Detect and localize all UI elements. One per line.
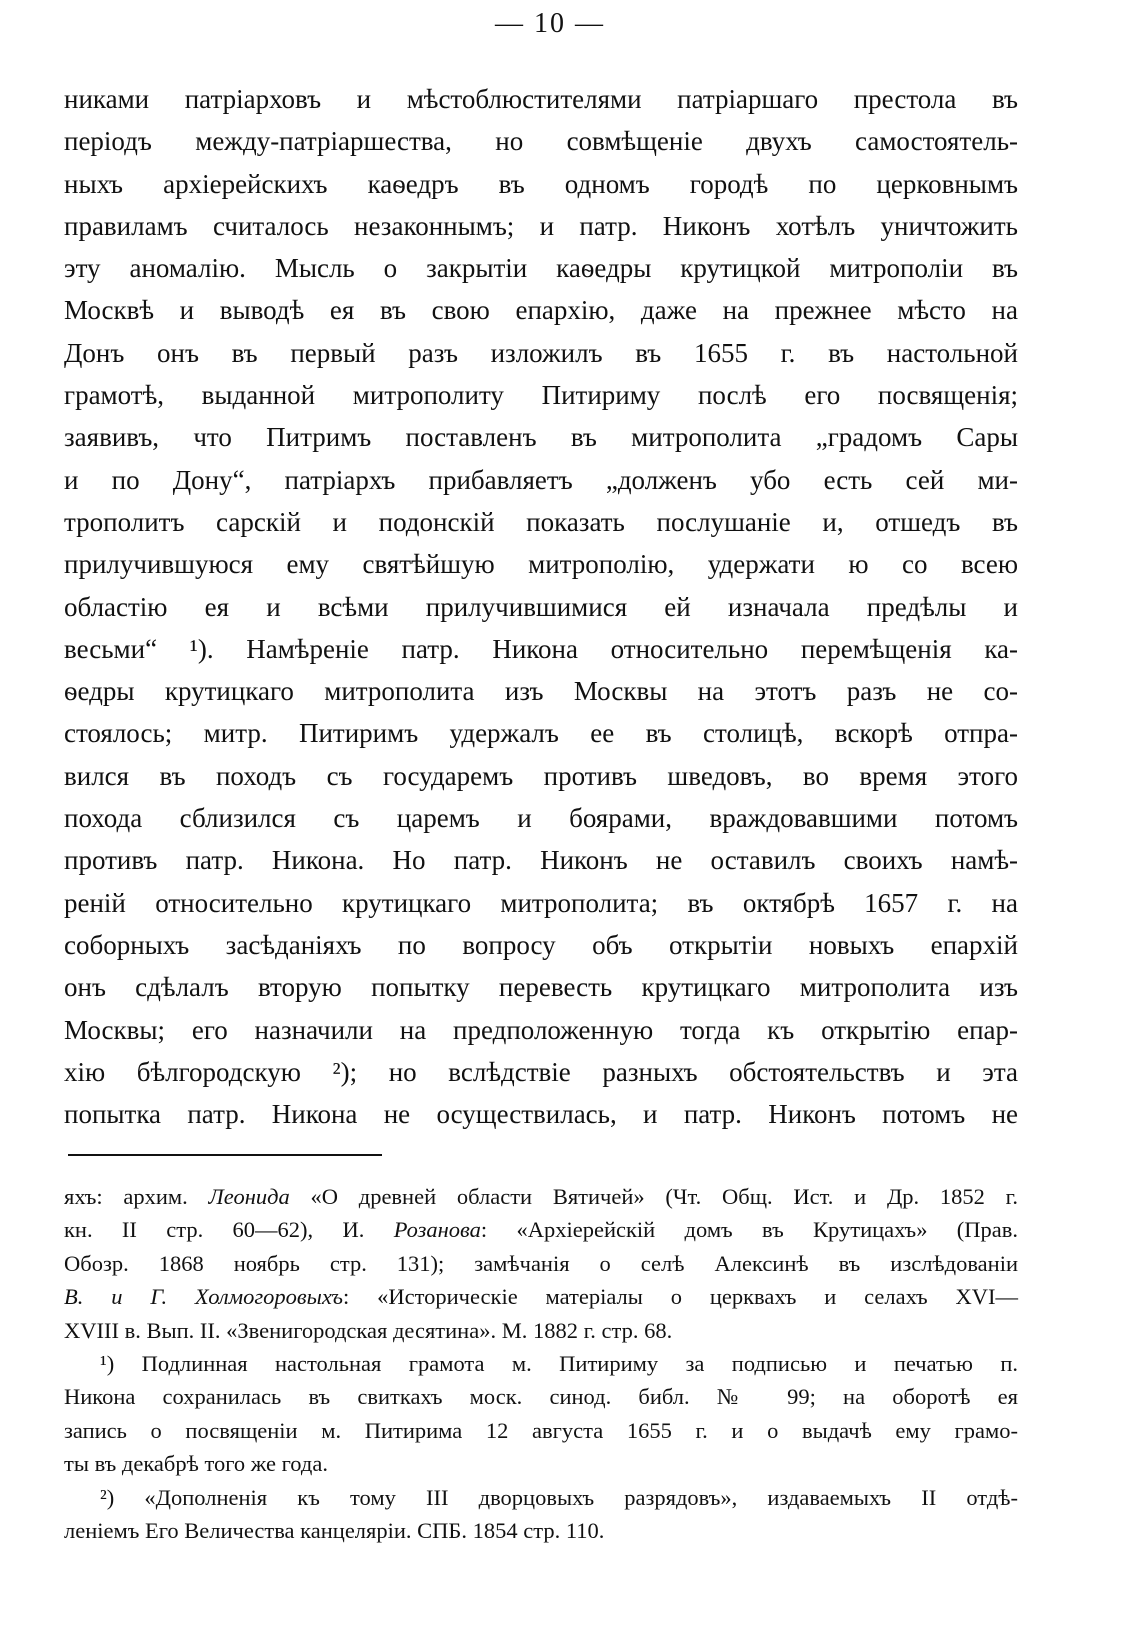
text-line [64,966,1018,1008]
footnote-italic-segment: Розанова [393,1217,481,1243]
footnote-segment: леніемъ Его Величества канцеляріи. СПБ. 1854 стр. 110. [64,1517,605,1543]
footnote-italic-segment: Леонида [208,1184,290,1209]
text-segment: заявивъ, что Питримъ поставленъ въ митрополита „градомъ Сары [64,422,1018,453]
text-segment: трополитъ сарскій и подонскій показать послушаніе и, отшедъ въ [64,506,1018,537]
text-segment: Москвѣ и выводѣ ея въ свою епархію, даже на прежнее мѣсто на [64,295,1018,326]
text-segment: Москвы; его назначили на предположенную тогда къ открытію епар- [64,1014,1018,1045]
text-segment: областію ея и всѣми прилучившимися ей изначала предѣлы и [64,591,1018,622]
text-line [64,501,1018,543]
text-line [64,289,1018,331]
page-number: — 10 — [495,8,605,39]
text-segment: прилучившуюся ему святѣйшую митрополію, удержати ю со всею [64,549,1018,580]
text-line [64,755,1018,797]
text-line [64,1051,1018,1093]
text-segment: соборныхъ засѣданіяхъ по вопросу объ открытіи новыхъ епархій [64,929,1018,960]
text-segment: похода сблизился съ царемъ и боярами, враждовавшими потомъ [64,803,1018,834]
text-segment: онъ сдѣлалъ вторую попытку перевесть крутицкаго митрополита изъ [64,972,1018,1003]
footnote-segment: запись о посвященіи м. Питирима 12 августа 1655 г. и о выдачѣ ему грамо- [64,1417,1018,1443]
text-line [64,332,1018,374]
footnote-line [64,1481,1018,1514]
footnote-line [64,1280,1018,1313]
footnote-italic-segment: В. и Г. Холмогоровыхъ [64,1284,343,1310]
text-line [64,78,1018,120]
footnote-line [64,1414,1018,1447]
text-line [64,839,1018,881]
footnote-segment: «О древней области Вятичей» (Чт. Общ. Ист. и Др. 1852 г. [289,1184,1018,1209]
text-line [64,712,1018,754]
text-line [64,205,1018,247]
footnote-line [64,1247,1018,1280]
text-line [64,1009,1018,1051]
text-line [64,670,1018,712]
text-segment: попытка патр. Никона не осуществилась, и патр. Никонъ потомъ не [64,1099,1018,1130]
footnote-segment: : «Архіерейскій домъ въ Крутицахъ» (Прав. [480,1217,1019,1243]
text-segment: и по Дону“, патріархъ прибавляетъ „долженъ убо есть сей ми- [64,464,1018,495]
footnote-segment: ¹) Подлинная настольная грамота м. Питириму за подписью и печатью п. [100,1350,1018,1376]
footnote-segment: Никона сохранилась въ свиткахъ моск. синод. библ. № 99; на оборотѣ ея [64,1384,1018,1410]
text-segment: періодъ между-патріаршества, но совмѣщеніе двухъ самостоятель- [64,126,1018,157]
text-segment: стоялось; митр. Питиримъ удержалъ ее въ столицѣ, вскорѣ отпра- [64,718,1018,749]
text-segment: противъ патр. Никона. Но патр. Никонъ не оставилъ своихъ намѣ- [64,845,1018,876]
text-line [64,797,1018,839]
text-line [64,247,1018,289]
footnote-line [64,1180,1018,1213]
text-line [64,924,1018,966]
text-segment: хію бѣлгородскую ²); но вслѣдствіе разныхъ обстоятельствъ и эта [64,1056,1018,1087]
footnote-line [64,1213,1018,1246]
footnote-segment: ты въ декабрѣ того же года. [64,1451,328,1477]
text-line [64,882,1018,924]
text-segment: правиламъ считалось незаконнымъ; и патр. Никонъ хотѣлъ уничтожить [64,210,1018,241]
footnote-line [64,1347,1018,1380]
footnote-line [64,1314,1018,1347]
text-line [64,459,1018,501]
text-line [64,543,1018,585]
footnotes [64,1180,1018,1547]
text-segment: никами патріарховъ и мѣстоблюстителями патріаршаго престола въ [64,84,1018,114]
text-segment: эту аномалію. Мысль о закрытіи каѳедры крутицкой митрополіи въ [64,253,1018,284]
text-segment: ныхъ архіерейскихъ каѳедръ въ одномъ городѣ по церковнымъ [64,168,1018,199]
footnote-segment: ²) «Дополненія къ тому III дворцовыхъ разрядовъ», издаваемыхъ II отдѣ- [100,1484,1018,1510]
text-line [64,416,1018,458]
main-text [64,78,1018,1135]
text-line [64,628,1018,670]
footnote-segment: : «Историческіе матеріалы о церквахъ и селахъ XVI— [342,1284,1018,1310]
footnote-line [64,1447,1018,1480]
footnote-divider [68,1154,382,1156]
text-segment: реній относительно крутицкаго митрополита; въ октябрѣ 1657 г. на [64,887,1018,918]
footnote-segment: Обозр. 1868 ноябрь стр. 131); замѣчанія о селѣ Алексинѣ въ изслѣдованіи [64,1250,1018,1276]
footnote-line [64,1380,1018,1413]
text-segment: Донъ онъ въ первый разъ изложилъ въ 1655 г. въ настольной [64,337,1018,368]
text-segment: вился въ походъ съ государемъ противъ шведовъ, во время этого [64,760,1018,791]
text-line [64,586,1018,628]
text-segment: весьми“ ¹). Намѣреніе патр. Никона относительно перемѣщенія ка- [64,633,1018,664]
text-line [64,163,1018,205]
text-line [64,1093,1018,1135]
footnote-segment: кн. II стр. 60—62), И. [64,1217,394,1243]
text-segment: ѳедры крутицкаго митрополита изъ Москвы на этотъ разъ не со- [64,676,1018,707]
footnote-line [64,1514,1018,1547]
footnote-segment: XVIII в. Вып. II. «Звенигородская десятина». М. 1882 г. стр. 68. [64,1317,673,1343]
text-line [64,120,1018,162]
text-line [64,374,1018,416]
text-segment: грамотѣ, выданной митрополиту Питириму послѣ его посвященія; [64,380,1018,411]
footnote-segment: яхъ: архим. [64,1184,209,1209]
